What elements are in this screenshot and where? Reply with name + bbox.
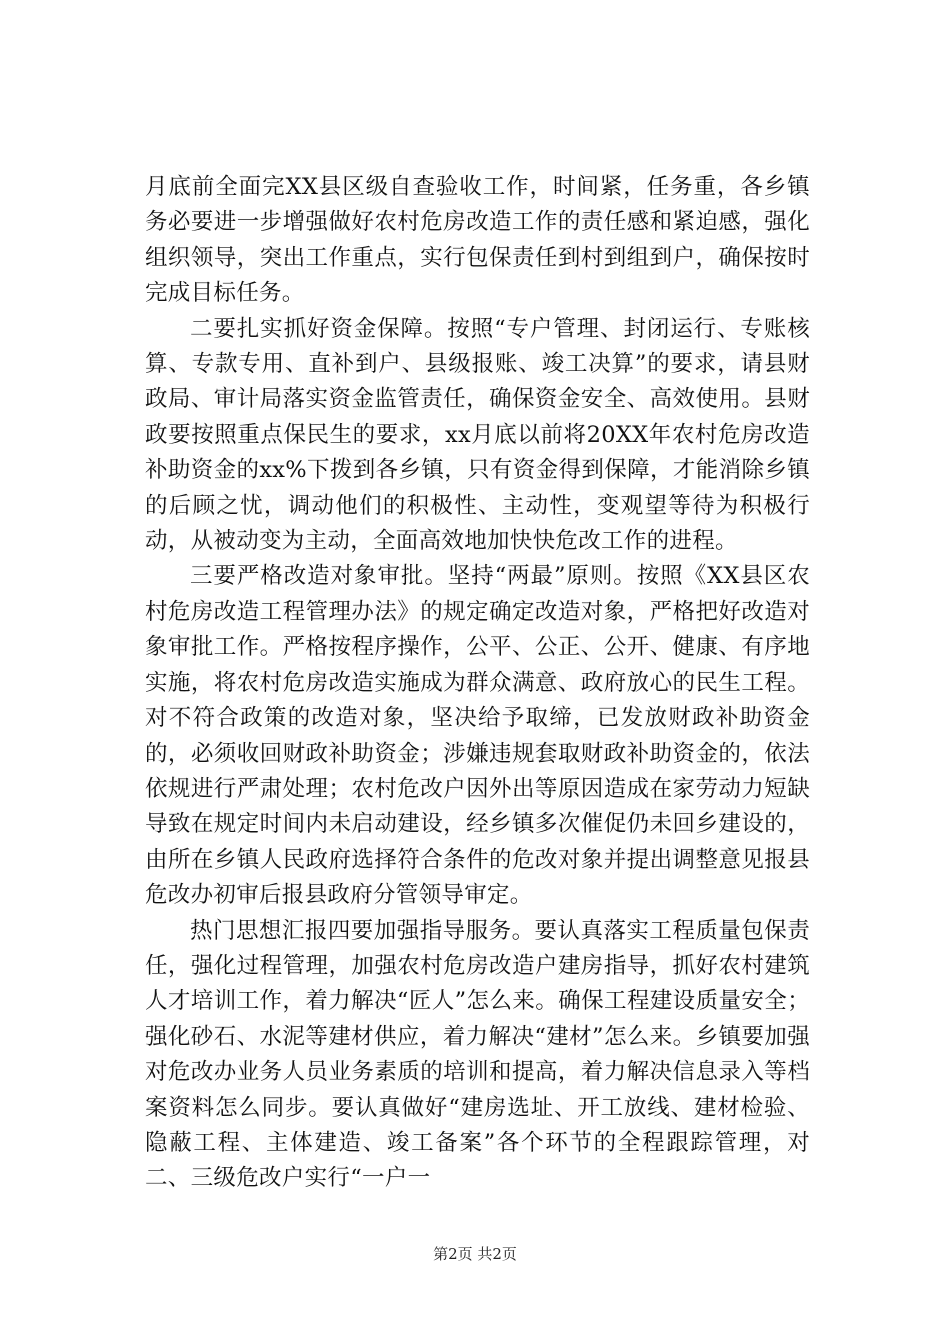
page-footer: 第2页 共2页 bbox=[433, 1245, 517, 1263]
paragraph-3: 三要严格改造对象审批。坚持“两最”原则。按照《XX县区农村危房改造工程管理办法》的规定确定改造对象，严格把好改造对象审批工作。严格按程序操作，公平、公正、公开、健康、有序地实施，将农村危房改造实施成为群众满意、政府放心的民生工程。对不符合政策的改造对象，坚决给予取缔，已发放财政补助资金的，必须收回财政补助资金；涉嫌违规套取财政补助资金的，依法依规进行严肃处理；农村危改户因外出等原因造成在家劳动力短缺导致在规定时间内未启动建设，经乡镇多次催促仍未回乡建设的，由所在乡镇人民政府选择符合条件的危改对象并提出调整意见报县危改办初审后报县政府分管领导审定。 bbox=[145, 563, 810, 909]
document-body bbox=[145, 170, 810, 1197]
paragraph-2: 二要扎实抓好资金保障。按照“专户管理、封闭运行、专账核算、专款专用、直补到户、县级报账、竣工决算”的要求，请县财政局、审计局落实资金监管责任，确保资金安全、高效使用。县财政要按照重点保民生的要求，xx月底以前将20XX年农村危房改造补助资金的xx%下拨到各乡镇，只有资金得到保障，才能消除乡镇的后顾之忧，调动他们的积极性、主动性，变观望等待为积极行动，从被动变为主动，全面高效地加快快危改工作的进程。 bbox=[145, 315, 810, 555]
paragraph-1: 月底前全面完XX县区级自查验收工作，时间紧，任务重，各乡镇务必要进一步增强做好农村危房改造工作的责任感和紧迫感，强化组织领导，突出工作重点，实行包保责任到村到组到户，确保按时完成目标任务。 bbox=[145, 174, 810, 307]
paragraph-4: 热门思想汇报四要加强指导服务。要认真落实工程质量包保责任，强化过程管理，加强农村危房改造户建房指导，抓好农村建筑人才培训工作，着力解决“匠人”怎么来。确保工程建设质量安全；强化砂石、水泥等建材供应，着力解决“建材”怎么来。乡镇要加强对危改办业务人员业务素质的培训和提高，着力解决信息录入等档案资料怎么同步。要认真做好“建房选址、开工放线、建材检验、隐蔽工程、主体建造、竣工备案”各个环节的全程跟踪管理，对二、三级危改户实行“一户一 bbox=[145, 917, 810, 1192]
